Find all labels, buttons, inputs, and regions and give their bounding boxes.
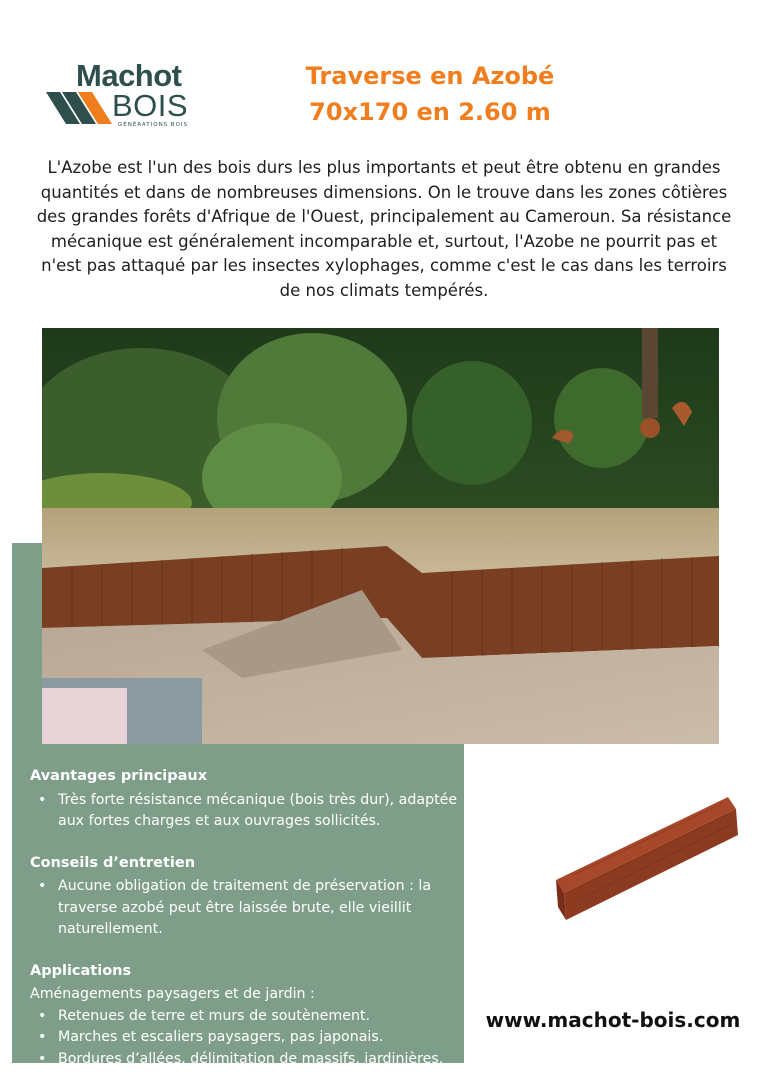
- list-item: • Très forte résistance mécanique (bois très dur), adaptée aux fortes charges et aux ouvrages sollicités.: [30, 790, 460, 833]
- brand-tagline: GÉNÉRATIONS BOIS: [118, 122, 189, 128]
- list-item: • Bordures d’allées, délimitation de massifs, jardinières.: [30, 1049, 460, 1071]
- brand-name-top: Machot: [76, 58, 182, 93]
- page-title: [260, 58, 600, 130]
- garden-photo: [42, 328, 719, 744]
- list-item: • Retenues de terre et murs de soutènement.: [30, 1006, 460, 1028]
- title-line-2: 70x170 en 2.60 m: [309, 98, 551, 126]
- advantages-heading: Avantages principaux: [30, 768, 208, 784]
- maintenance-section: [30, 853, 460, 941]
- title-line-1: Traverse en Azobé: [305, 62, 555, 90]
- applications-list: [30, 1006, 460, 1071]
- website-url: www.machot-bois.com: [485, 1008, 741, 1032]
- intro-paragraph: L'Azobe est l'un des bois durs les plus importants et peut être obtenu en grandes quantités et dans de nombreuses dimensions. On le trouve dans les zones côtières des grandes forêts d'Afrique de l'Ouest, principalement au Cameroun. Sa résistance mécanique est généralement incomparable et, surtout, l'Azobe ne pourrit pas et n'est pas attaqué par les insectes xylophages, comme c'est le cas dans les terroirs de nos climats tempérés.: [36, 158, 732, 300]
- applications-section: [30, 961, 460, 1071]
- brand-logo: [46, 58, 206, 134]
- applications-intro: Aménagements paysagers et de jardin :: [30, 986, 315, 1002]
- details-panel: [30, 766, 460, 1086]
- maintenance-heading: Conseils d’entretien: [30, 854, 196, 871]
- advantages-list: [30, 790, 460, 833]
- maintenance-list: [30, 876, 460, 941]
- list-item: • Aucune obligation de traitement de préservation : la traverse azobé peut être laissée brute, elle vieillit naturellement.: [30, 876, 460, 941]
- product-image: [478, 775, 740, 970]
- brand-name-bottom: BOIS: [112, 88, 189, 123]
- applications-heading: Applications: [30, 962, 132, 979]
- advantages-section: [30, 766, 460, 833]
- list-item: • Marches et escaliers paysagers, pas japonais.: [30, 1027, 460, 1049]
